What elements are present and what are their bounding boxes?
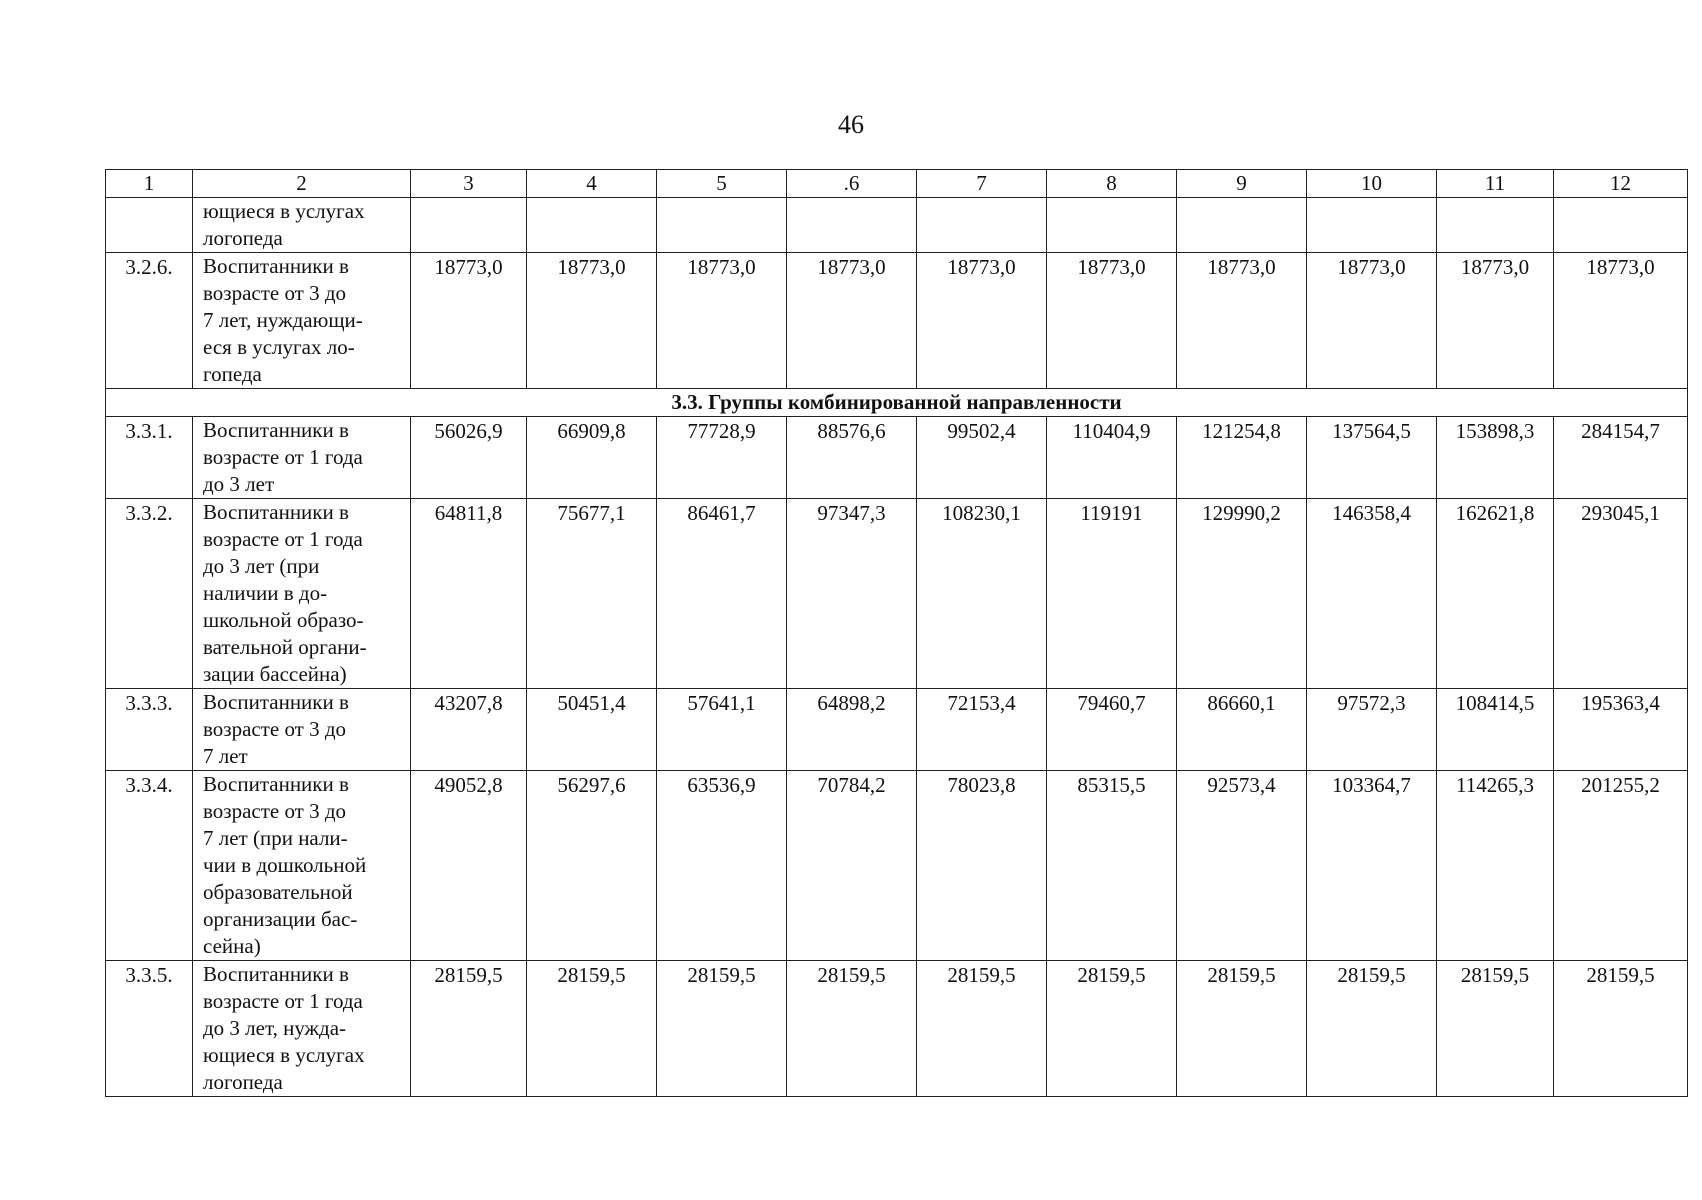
value-cell: 28159,5 (787, 961, 917, 1097)
table-row (106, 198, 1688, 253)
section-title: 3.3. Группы комбинированной направленности (106, 389, 1688, 417)
value-cell: 78023,8 (917, 771, 1047, 961)
description-line: Воспитанники в (203, 254, 349, 278)
row-code (106, 198, 193, 253)
value-cell: 43207,8 (411, 689, 527, 771)
table-row (106, 417, 1688, 499)
value-cell (1177, 198, 1307, 253)
value-cell: 18773,0 (657, 253, 787, 389)
description-line: Воспитанники в (203, 418, 349, 442)
table-row (106, 689, 1688, 771)
table-row (106, 961, 1688, 1097)
description-line: логопеда (203, 1070, 283, 1094)
section-header-row (106, 389, 1688, 417)
description-line: зации бассейна) (203, 662, 347, 686)
description-line: сейна) (203, 934, 261, 958)
value-cell: 66909,8 (527, 417, 657, 499)
table-body (106, 170, 1688, 1097)
value-cell (1307, 198, 1437, 253)
value-cell: 293045,1 (1554, 499, 1688, 689)
row-description (193, 689, 411, 771)
value-cell: 50451,4 (527, 689, 657, 771)
column-number-cell: 3 (411, 170, 527, 198)
value-cell: 28159,5 (657, 961, 787, 1097)
value-cell: 153898,3 (1437, 417, 1554, 499)
value-cell: 18773,0 (1307, 253, 1437, 389)
value-cell: 70784,2 (787, 771, 917, 961)
value-cell: 86461,7 (657, 499, 787, 689)
value-cell: 284154,7 (1554, 417, 1688, 499)
value-cell: 92573,4 (1177, 771, 1307, 961)
value-cell: 64811,8 (411, 499, 527, 689)
column-number-cell: 11 (1437, 170, 1554, 198)
value-cell (411, 198, 527, 253)
row-code: 3.3.5. (106, 961, 193, 1097)
row-code: 3.3.3. (106, 689, 193, 771)
value-cell (1047, 198, 1177, 253)
value-cell: 85315,5 (1047, 771, 1177, 961)
description-line: возрасте от 3 до (203, 717, 347, 741)
value-cell: 57641,1 (657, 689, 787, 771)
row-description (193, 253, 411, 389)
description-line: наличии в до- (203, 581, 328, 605)
value-cell: 28159,5 (1177, 961, 1307, 1097)
column-number-cell: 1 (106, 170, 193, 198)
description-line: Воспитанники в (203, 500, 349, 524)
description-line: возрасте от 1 года (203, 989, 363, 1013)
value-cell: 18773,0 (917, 253, 1047, 389)
value-cell: 77728,9 (657, 417, 787, 499)
value-cell: 28159,5 (1307, 961, 1437, 1097)
description-line: возрасте от 3 до (203, 281, 347, 305)
description-line: 7 лет (при нали- (203, 826, 348, 850)
value-cell (1437, 198, 1554, 253)
value-cell: 18773,0 (1554, 253, 1688, 389)
column-number-cell: 9 (1177, 170, 1307, 198)
description-line: школьной образо- (203, 608, 364, 632)
description-line: возрасте от 3 до (203, 799, 347, 823)
value-cell (657, 198, 787, 253)
value-cell: 129990,2 (1177, 499, 1307, 689)
description-line: до 3 лет (при (203, 554, 320, 578)
description-line: вательной органи- (203, 635, 367, 659)
value-cell: 64898,2 (787, 689, 917, 771)
column-number-cell: .6 (787, 170, 917, 198)
description-line: Воспитанники в (203, 690, 349, 714)
value-cell: 201255,2 (1554, 771, 1688, 961)
value-cell: 28159,5 (1047, 961, 1177, 1097)
value-cell: 146358,4 (1307, 499, 1437, 689)
value-cell (527, 198, 657, 253)
value-cell (1554, 198, 1688, 253)
description-line: Воспитанники в (203, 772, 349, 796)
value-cell: 137564,5 (1307, 417, 1437, 499)
column-number-cell: 4 (527, 170, 657, 198)
row-description (193, 961, 411, 1097)
description-line: возрасте от 1 года (203, 445, 363, 469)
value-cell: 28159,5 (1554, 961, 1688, 1097)
description-line: 7 лет (203, 744, 248, 768)
description-line: ющиеся в услугах (203, 199, 365, 223)
value-cell: 49052,8 (411, 771, 527, 961)
value-cell: 18773,0 (1047, 253, 1177, 389)
value-cell: 18773,0 (1437, 253, 1554, 389)
column-number-row (106, 170, 1688, 198)
value-cell: 18773,0 (411, 253, 527, 389)
page-number: 46 (838, 110, 864, 139)
column-number-cell: 8 (1047, 170, 1177, 198)
row-description (193, 417, 411, 499)
value-cell: 28159,5 (411, 961, 527, 1097)
value-cell: 79460,7 (1047, 689, 1177, 771)
description-line: Воспитанники в (203, 962, 349, 986)
value-cell: 86660,1 (1177, 689, 1307, 771)
table-row (106, 771, 1688, 961)
value-cell: 56297,6 (527, 771, 657, 961)
description-line: ющиеся в услугах (203, 1043, 365, 1067)
value-cell: 162621,8 (1437, 499, 1554, 689)
value-cell: 18773,0 (787, 253, 917, 389)
column-number-cell: 2 (193, 170, 411, 198)
description-line: до 3 лет, нужда- (203, 1016, 347, 1040)
value-cell: 28159,5 (527, 961, 657, 1097)
row-description (193, 198, 411, 253)
value-cell: 110404,9 (1047, 417, 1177, 499)
value-cell: 63536,9 (657, 771, 787, 961)
value-cell: 28159,5 (917, 961, 1047, 1097)
tariff-table (105, 169, 1688, 1097)
value-cell: 195363,4 (1554, 689, 1688, 771)
value-cell: 103364,7 (1307, 771, 1437, 961)
value-cell: 97347,3 (787, 499, 917, 689)
description-line: возрасте от 1 года (203, 527, 363, 551)
value-cell: 18773,0 (527, 253, 657, 389)
column-number-cell: 5 (657, 170, 787, 198)
value-cell: 56026,9 (411, 417, 527, 499)
table-row (106, 253, 1688, 389)
value-cell: 75677,1 (527, 499, 657, 689)
description-line: образовательной (203, 880, 353, 904)
description-line: гопеда (203, 362, 262, 386)
row-code: 3.2.6. (106, 253, 193, 389)
value-cell: 99502,4 (917, 417, 1047, 499)
value-cell: 108230,1 (917, 499, 1047, 689)
table-row (106, 499, 1688, 689)
description-line: еся в услугах ло- (203, 335, 355, 359)
description-line: организации бас- (203, 907, 358, 931)
value-cell: 121254,8 (1177, 417, 1307, 499)
value-cell: 28159,5 (1437, 961, 1554, 1097)
value-cell: 108414,5 (1437, 689, 1554, 771)
column-number-cell: 7 (917, 170, 1047, 198)
description-line: 7 лет, нуждающи- (203, 308, 363, 332)
value-cell: 119191 (1047, 499, 1177, 689)
description-line: логопеда (203, 226, 283, 250)
row-description (193, 499, 411, 689)
value-cell: 88576,6 (787, 417, 917, 499)
row-description (193, 771, 411, 961)
value-cell: 18773,0 (1177, 253, 1307, 389)
value-cell (917, 198, 1047, 253)
row-code: 3.3.1. (106, 417, 193, 499)
value-cell (787, 198, 917, 253)
value-cell: 97572,3 (1307, 689, 1437, 771)
value-cell: 72153,4 (917, 689, 1047, 771)
row-code: 3.3.2. (106, 499, 193, 689)
column-number-cell: 12 (1554, 170, 1688, 198)
description-line: чии в дошкольной (203, 853, 367, 877)
row-code: 3.3.4. (106, 771, 193, 961)
value-cell: 114265,3 (1437, 771, 1554, 961)
column-number-cell: 10 (1307, 170, 1437, 198)
description-line: до 3 лет (203, 472, 275, 496)
